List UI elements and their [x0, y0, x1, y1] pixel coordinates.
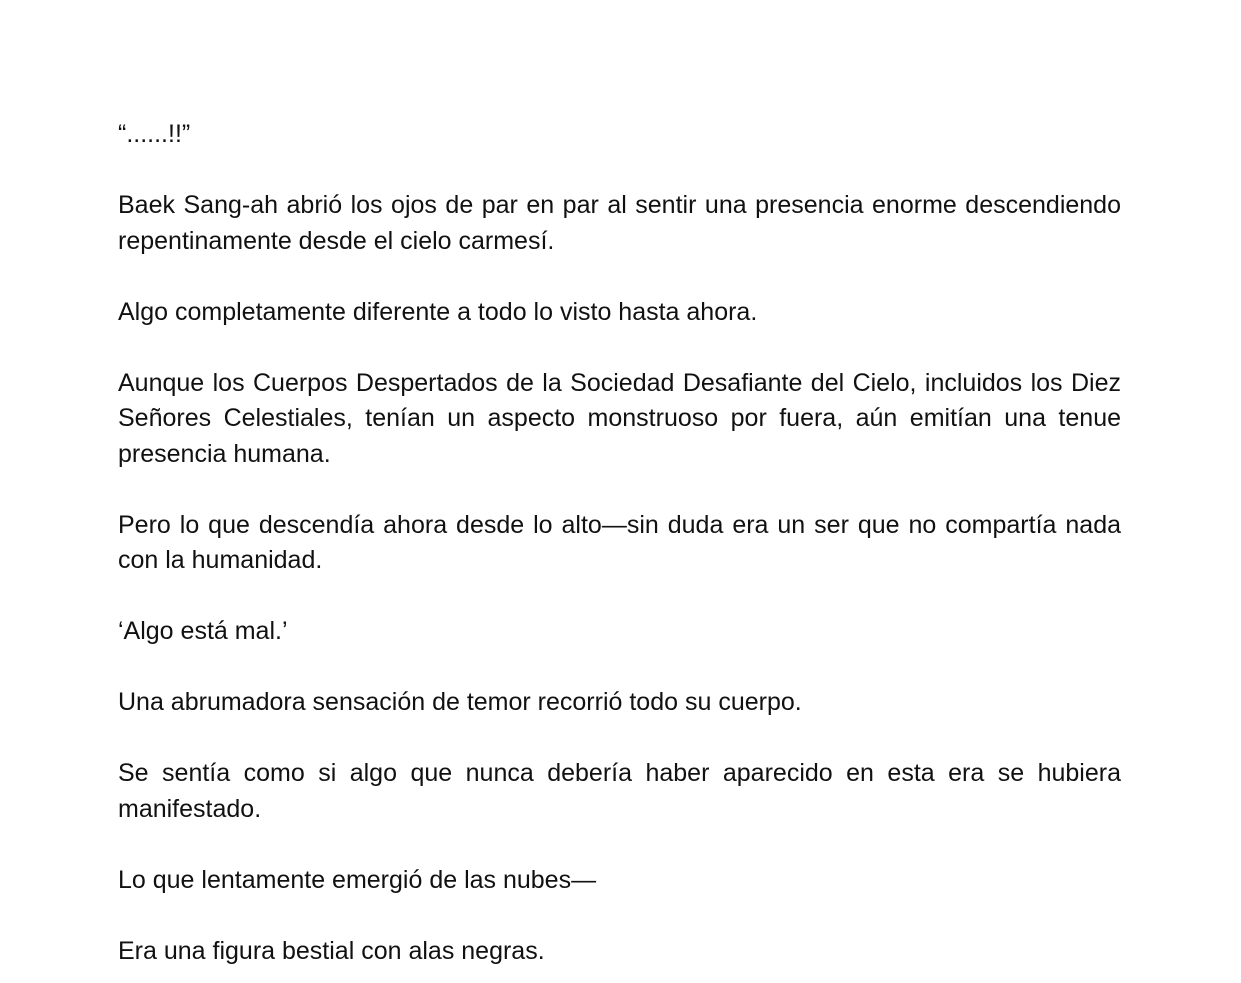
paragraph: Una abrumadora sensación de temor recorrió todo su cuerpo.: [118, 688, 802, 716]
paragraph: Pero lo que descendía ahora desde lo alto—sin duda era un ser que no compartía nada con la humanidad.: [118, 510, 1121, 574]
paragraph: Baek Sang-ah abrió los ojos de par en par al sentir una presencia enorme descendiendo repentinamente desde el cielo carmesí.: [118, 191, 1121, 255]
paragraph: ‘Algo está mal.’: [118, 617, 288, 645]
paragraph: Algo completamente diferente a todo lo visto hasta ahora.: [118, 297, 758, 326]
paragraph: Aunque los Cuerpos Despertados de la Sociedad Desafiante del Cielo, incluidos los Diez Señores Celestiales, tenían un aspecto monstruoso por fuera, aún emitían una tenue presencia humana.: [118, 368, 1121, 468]
paragraph: Lo que lentamente emergió de las nubes—: [118, 865, 597, 894]
paragraph: Era una figura bestial con alas negras.: [118, 936, 545, 965]
document-body: [118, 117, 1121, 969]
paragraph: Se sentía como si algo que nunca debería haber aparecido en esta era se hubiera manifestado.: [118, 759, 1121, 823]
paragraph: “......!!”: [118, 120, 191, 148]
